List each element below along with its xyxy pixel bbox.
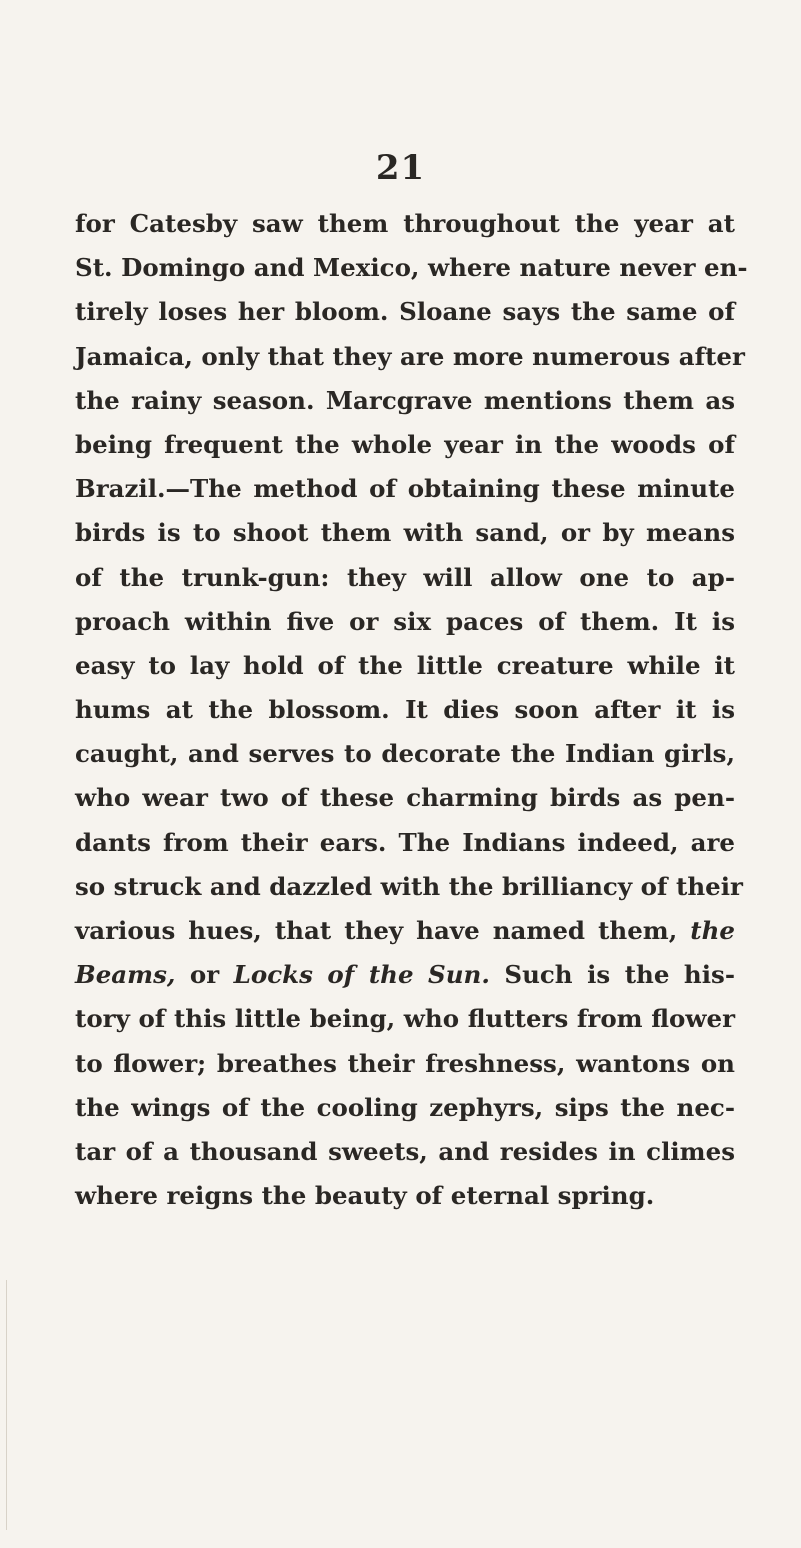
text-line-with-italic — [75, 909, 735, 953]
text-line: caught, and serves to decorate the Indian girls, — [75, 739, 735, 769]
text-line: the rainy season. Marcgrave mentions them as — [75, 385, 735, 415]
text-line: for Catesby saw them throughout the year at — [75, 209, 735, 238]
text-line-with-italic — [75, 953, 735, 997]
text-line: dants from their ears. The Indians indeed, are — [75, 827, 735, 857]
italic-beams: Beams, — [75, 960, 176, 990]
text-line: proach within five or six paces of them. It is — [75, 606, 735, 636]
text-line: the wings of the cooling zephyrs, sips the nec- — [75, 1092, 735, 1122]
text-line: of the trunk-gun: they will allow one to ap- — [75, 562, 735, 592]
text-line: easy to lay hold of the little creature while it — [75, 650, 735, 680]
text-line: birds is to shoot them with sand, or by means — [75, 518, 735, 548]
italic-the-sun: the Sun. — [368, 960, 490, 990]
page-number: 21 — [375, 148, 426, 188]
text-line: tirely loses her bloom. Sloane says the same of — [75, 297, 735, 327]
line-text: various hues, that they have named them, — [75, 916, 678, 945]
text-line: who wear two of these charming birds as pen- — [75, 783, 735, 813]
line-text: or — [175, 960, 234, 990]
text-line: to flower; breathes their freshness, wantons on — [75, 1048, 735, 1078]
body-text — [75, 202, 748, 1218]
text-line: tory of this little being, who flutters from flower — [75, 1004, 735, 1034]
page-edge-mark — [6, 1280, 7, 1530]
text-line: St. Domingo and Mexico, where nature never en- — [75, 253, 748, 283]
text-line: so struck and dazzled with the brilliancy of their — [75, 871, 743, 901]
italic-the: the — [690, 916, 735, 945]
text-line: Jamaica, only that they are more numerous after — [75, 341, 745, 371]
line-text: Such is the his- — [489, 960, 735, 990]
text-line: hums at the blossom. It dies soon after it is — [75, 695, 735, 725]
italic-locks-of: Locks of — [233, 960, 355, 990]
text-line: where reigns the beauty of eternal spring. — [75, 1181, 655, 1211]
text-line: Brazil.—The method of obtaining these minute — [75, 474, 735, 504]
text-line: being frequent the whole year in the woods of — [75, 429, 735, 459]
text-line: tar of a thousand sweets, and resides in climes — [75, 1136, 735, 1166]
